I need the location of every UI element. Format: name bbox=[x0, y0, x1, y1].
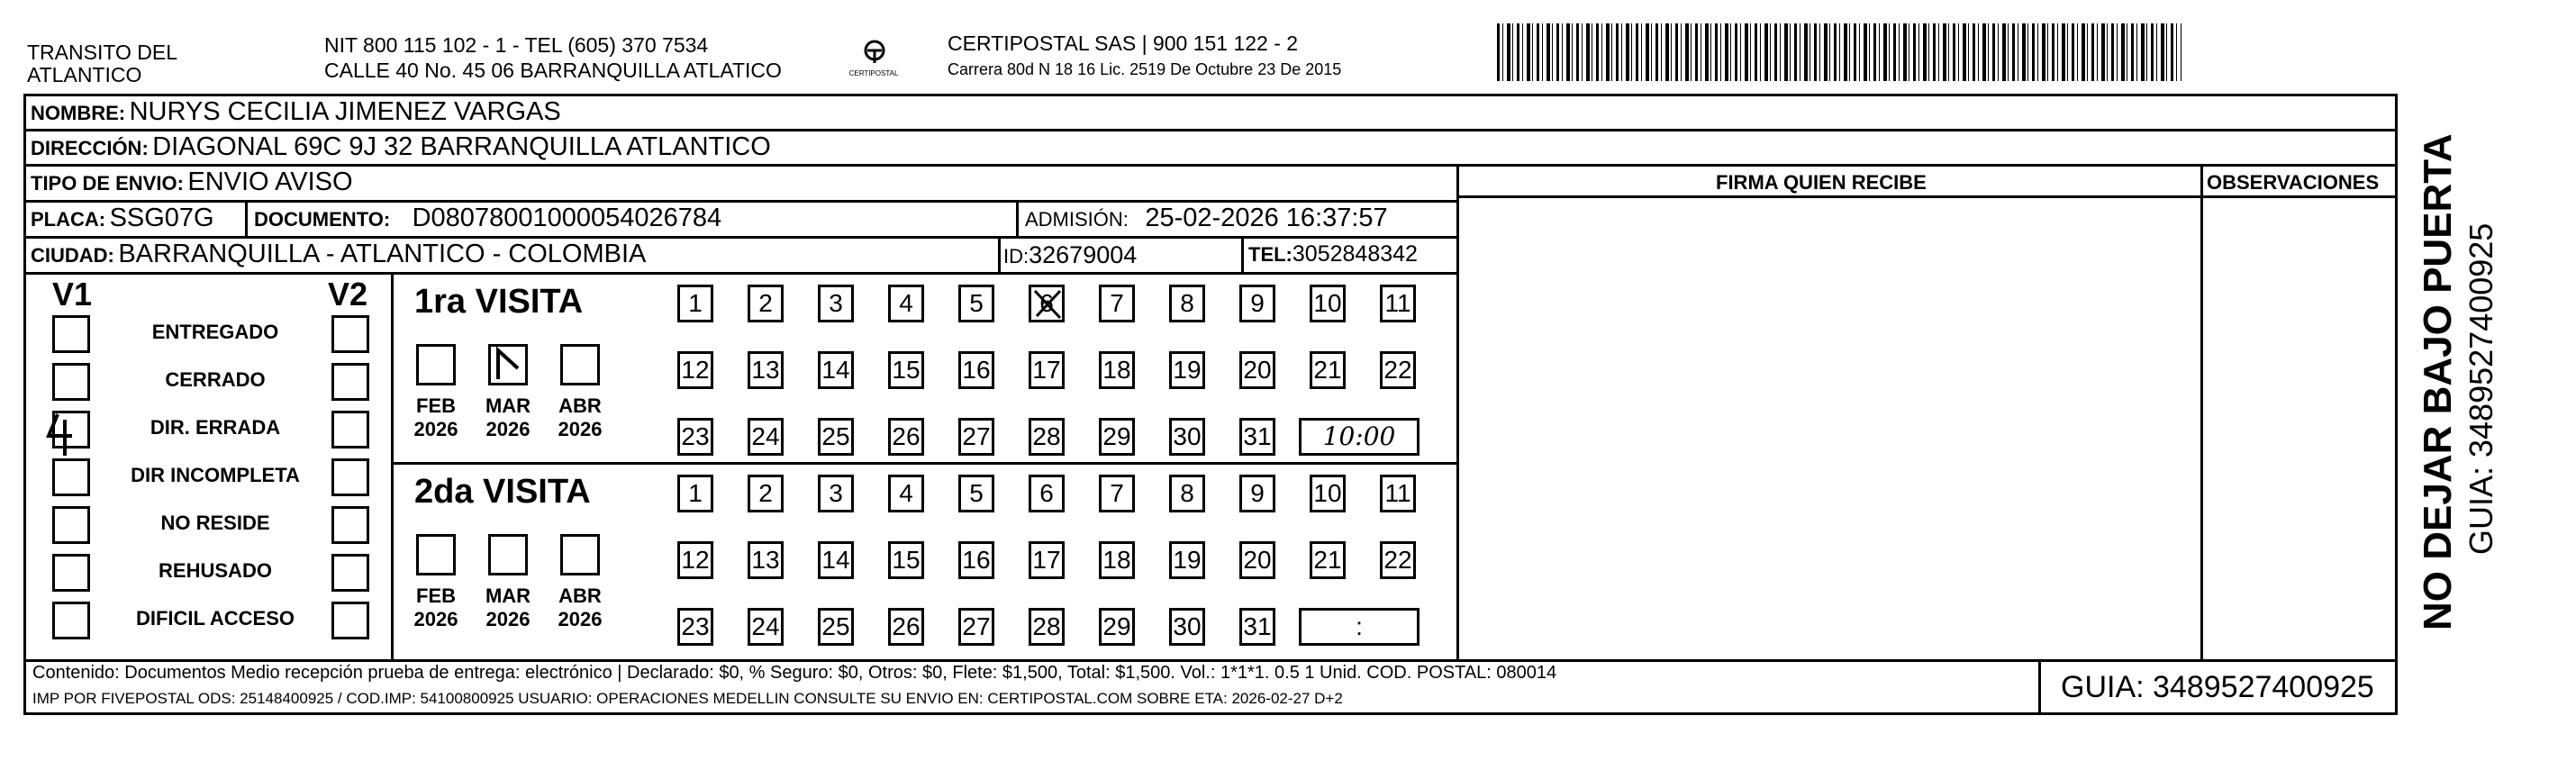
day-box[interactable]: 11 bbox=[1380, 475, 1416, 512]
day-box[interactable]: 1 bbox=[677, 285, 713, 322]
day-box[interactable]: 27 bbox=[958, 608, 994, 646]
barcode bbox=[1497, 23, 2181, 81]
month-checkbox[interactable] bbox=[560, 344, 600, 385]
footer-content-line: Contenido: Documentos Medio recepción prueba de entrega: electrónico | Declarado: $0, % Seguro: $0, Otros: $0, Flete: $1,500, Total: $1,500. Vol.: 1*1*1. 0.5 1 Unid. COD. POSTAL: 080014 bbox=[32, 663, 1557, 683]
certipostal-logo bbox=[842, 34, 905, 79]
day-box[interactable]: 6 bbox=[1029, 475, 1065, 512]
v2-checkbox[interactable] bbox=[331, 363, 369, 401]
day-box[interactable]: 15 bbox=[888, 351, 924, 389]
direccion-value: DIAGONAL 69C 9J 32 BARRANQUILLA ATLANTICO bbox=[152, 132, 771, 161]
side-guia: GUIA: 3489527400925 bbox=[2463, 222, 2499, 555]
day-box[interactable]: 26 bbox=[888, 418, 924, 456]
placa-value: SSG07G bbox=[109, 204, 214, 232]
day-box[interactable]: 23 bbox=[677, 608, 713, 646]
documento-row bbox=[254, 204, 721, 233]
tel-row bbox=[1248, 241, 1418, 267]
day-box[interactable]: 5 bbox=[958, 475, 994, 512]
day-box[interactable]: 18 bbox=[1099, 351, 1135, 389]
row-divider bbox=[23, 200, 1459, 203]
month-checkbox[interactable] bbox=[560, 534, 600, 575]
ciudad-label: CIUDAD: bbox=[31, 244, 114, 267]
row-divider bbox=[23, 659, 2398, 662]
v2-checkbox[interactable] bbox=[331, 458, 369, 496]
day-box[interactable]: 28 bbox=[1029, 418, 1065, 456]
nit-line: NIT 800 115 102 - 1 - TEL (605) 370 7534 bbox=[324, 33, 709, 57]
no-dejar-warning: NO DEJAR BAJO PUERTA bbox=[2416, 133, 2460, 630]
day-box[interactable]: 2 bbox=[748, 285, 784, 322]
day-box[interactable]: 31 bbox=[1239, 608, 1275, 646]
v1-checkbox[interactable] bbox=[52, 315, 90, 353]
day-box[interactable]: 17 bbox=[1029, 351, 1065, 389]
nombre-value: NURYS CECILIA JIMENEZ VARGAS bbox=[129, 97, 561, 126]
day-box[interactable]: 13 bbox=[748, 541, 784, 579]
day-box[interactable]: 14 bbox=[818, 541, 854, 579]
col-divider bbox=[2038, 659, 2041, 715]
day-box[interactable]: 27 bbox=[958, 418, 994, 456]
day-box[interactable]: 30 bbox=[1169, 418, 1205, 456]
day-box[interactable]: 7 bbox=[1099, 475, 1135, 512]
month-label: FEB 2026 bbox=[413, 584, 458, 630]
col-divider bbox=[2200, 164, 2203, 661]
time-field[interactable]: 10:00 bbox=[1299, 418, 1420, 456]
observaciones-label: OBSERVACIONES bbox=[2207, 171, 2380, 194]
day-box[interactable]: 8 bbox=[1169, 475, 1205, 512]
day-box[interactable]: 7 bbox=[1099, 285, 1135, 322]
day-box[interactable]: 11 bbox=[1380, 285, 1416, 322]
nombre-row bbox=[31, 97, 561, 127]
day-box[interactable]: 3 bbox=[818, 285, 854, 322]
v1-checkbox[interactable] bbox=[52, 458, 90, 496]
month-label: MAR 2026 bbox=[485, 584, 531, 630]
month-checkbox[interactable] bbox=[488, 344, 528, 385]
ciudad-row bbox=[31, 240, 646, 269]
visit-title: 2da VISITA bbox=[414, 473, 591, 511]
col-divider bbox=[391, 272, 394, 661]
status-option-label: REHUSADO bbox=[159, 559, 272, 582]
admision-label: ADMISIÓN: bbox=[1025, 208, 1129, 231]
day-box[interactable]: 4 bbox=[888, 285, 924, 322]
day-box[interactable]: 22 bbox=[1380, 351, 1416, 389]
placa-row bbox=[31, 204, 214, 233]
row-divider bbox=[1456, 195, 2398, 198]
col-divider bbox=[1241, 236, 1244, 274]
day-box[interactable]: 16 bbox=[958, 541, 994, 579]
address-line: CALLE 40 No. 45 06 BARRANQUILLA ATLATICO bbox=[324, 59, 782, 82]
day-box[interactable]: 10 bbox=[1310, 475, 1346, 512]
handwritten-mark bbox=[41, 409, 95, 459]
status-option-label: CERRADO bbox=[165, 368, 266, 391]
visit-divider bbox=[391, 462, 1459, 465]
id-label: ID: bbox=[1003, 245, 1029, 267]
day-box[interactable]: 29 bbox=[1099, 418, 1135, 456]
day-box[interactable]: 9 bbox=[1239, 475, 1275, 512]
day-box[interactable]: 12 bbox=[677, 541, 713, 579]
day-box[interactable]: 14 bbox=[818, 351, 854, 389]
day-box[interactable]: 19 bbox=[1169, 351, 1205, 389]
admision-row bbox=[1025, 204, 1388, 233]
day-box[interactable]: 10 bbox=[1310, 285, 1346, 322]
v1-checkbox[interactable] bbox=[52, 602, 90, 639]
v1-checkbox[interactable] bbox=[52, 554, 90, 592]
v2-checkbox[interactable] bbox=[331, 315, 369, 353]
status-option-label: NO RESIDE bbox=[160, 512, 270, 534]
logo-text: CERTIPOSTAL bbox=[848, 69, 899, 77]
v2-checkbox[interactable] bbox=[331, 554, 369, 592]
col-divider bbox=[1016, 200, 1019, 238]
cross-mark-icon bbox=[1031, 287, 1064, 322]
day-box[interactable]: 22 bbox=[1380, 541, 1416, 579]
certipostal-logo-icon bbox=[842, 34, 905, 79]
v2-checkbox[interactable] bbox=[331, 506, 369, 544]
day-box[interactable]: 30 bbox=[1169, 608, 1205, 646]
row-divider bbox=[23, 164, 2398, 167]
day-box[interactable]: 3 bbox=[818, 475, 854, 512]
nombre-label: NOMBRE: bbox=[31, 102, 126, 124]
col-divider bbox=[1456, 164, 1459, 661]
documento-label: DOCUMENTO: bbox=[254, 208, 391, 231]
month-checkbox[interactable] bbox=[416, 534, 456, 575]
col-divider bbox=[245, 200, 248, 238]
day-box[interactable]: 2 bbox=[748, 475, 784, 512]
company-name: TRANSITO DEL ATLANTICO bbox=[27, 41, 177, 86]
tel-label: TEL: bbox=[1248, 243, 1293, 266]
day-box[interactable]: 23 bbox=[677, 418, 713, 456]
day-box[interactable]: 6 bbox=[1029, 285, 1065, 322]
day-box[interactable]: 31 bbox=[1239, 418, 1275, 456]
direccion-label: DIRECCIÓN: bbox=[31, 137, 149, 159]
v2-checkbox[interactable] bbox=[331, 411, 369, 448]
footer-print-line: IMP POR FIVEPOSTAL ODS: 25148400925 / COD.IMP: 54100800925 USUARIO: OPERACIONES MEDELLIN CONSULTE SU ENVIO EN: CERTIPOSTAL.COM SOBRE ETA: 2026-02-27 D+2 bbox=[32, 690, 1343, 707]
day-box[interactable]: 20 bbox=[1239, 351, 1275, 389]
status-option-label: DIR. ERRADA bbox=[150, 416, 281, 439]
day-box[interactable]: 16 bbox=[958, 351, 994, 389]
v1-checkbox[interactable] bbox=[52, 363, 90, 401]
day-box[interactable]: 26 bbox=[888, 608, 924, 646]
day-box[interactable]: 24 bbox=[748, 608, 784, 646]
status-option-label: DIFICIL ACCESO bbox=[135, 607, 295, 630]
id-value: 32679004 bbox=[1029, 241, 1138, 268]
month-checkbox[interactable] bbox=[416, 344, 456, 385]
visit-title: 1ra VISITA bbox=[414, 283, 584, 321]
month-checkbox[interactable] bbox=[488, 534, 528, 575]
status-option-label: ENTREGADO bbox=[151, 321, 279, 343]
side-label bbox=[2414, 90, 2522, 630]
day-box[interactable]: 12 bbox=[677, 351, 713, 389]
day-box[interactable]: 8 bbox=[1169, 285, 1205, 322]
footer-guia: GUIA: 3489527400925 bbox=[2061, 670, 2374, 704]
col-divider bbox=[998, 236, 1001, 274]
day-box[interactable]: 15 bbox=[888, 541, 924, 579]
month-label: ABR 2026 bbox=[558, 584, 603, 630]
day-box[interactable]: 9 bbox=[1239, 285, 1275, 322]
day-box[interactable]: 4 bbox=[888, 475, 924, 512]
documento-value: D08078001000054026784 bbox=[412, 204, 722, 232]
carrier-line: CERTIPOSTAL SAS | 900 151 122 - 2 bbox=[948, 32, 1299, 55]
month-label: ABR 2026 bbox=[558, 394, 603, 440]
day-box[interactable]: 20 bbox=[1239, 541, 1275, 579]
v2-header: V2 bbox=[328, 276, 368, 313]
day-box[interactable]: 24 bbox=[748, 418, 784, 456]
v1-header: V1 bbox=[52, 276, 93, 313]
row-divider bbox=[23, 129, 2398, 131]
form-frame bbox=[23, 94, 2398, 715]
tipo-row bbox=[31, 168, 353, 197]
day-box[interactable]: 28 bbox=[1029, 608, 1065, 646]
tel-value: 3052848342 bbox=[1292, 241, 1418, 267]
day-box[interactable]: 21 bbox=[1310, 541, 1346, 579]
tipo-value: ENVIO AVISO bbox=[187, 168, 353, 196]
license-line: Carrera 80d N 18 16 Lic. 2519 De Octubre 23 De 2015 bbox=[948, 60, 1342, 78]
day-box[interactable]: 5 bbox=[958, 285, 994, 322]
placa-label: PLACA: bbox=[31, 208, 106, 231]
v2-checkbox[interactable] bbox=[331, 602, 369, 639]
day-box[interactable]: 21 bbox=[1310, 351, 1346, 389]
day-box[interactable]: 25 bbox=[818, 418, 854, 456]
day-box[interactable]: 1 bbox=[677, 475, 713, 512]
check-mark-icon bbox=[491, 347, 525, 383]
day-box[interactable]: 29 bbox=[1099, 608, 1135, 646]
day-box[interactable]: 25 bbox=[818, 608, 854, 646]
day-box[interactable]: 13 bbox=[748, 351, 784, 389]
day-box[interactable]: 18 bbox=[1099, 541, 1135, 579]
id-row bbox=[1003, 241, 1137, 269]
tipo-label: TIPO DE ENVIO: bbox=[31, 172, 184, 195]
month-label: MAR 2026 bbox=[485, 394, 531, 440]
firma-label: FIRMA QUIEN RECIBE bbox=[1716, 171, 1927, 194]
day-box[interactable]: 17 bbox=[1029, 541, 1065, 579]
time-field[interactable]: : bbox=[1299, 608, 1420, 646]
direccion-row bbox=[31, 132, 771, 162]
month-label: FEB 2026 bbox=[413, 394, 458, 440]
status-option-label: DIR INCOMPLETA bbox=[131, 464, 300, 486]
ciudad-value: BARRANQUILLA - ATLANTICO - COLOMBIA bbox=[118, 240, 647, 268]
day-box[interactable]: 19 bbox=[1169, 541, 1205, 579]
admision-value: 25-02-2026 16:37:57 bbox=[1145, 204, 1388, 232]
v1-checkbox[interactable] bbox=[52, 506, 90, 544]
